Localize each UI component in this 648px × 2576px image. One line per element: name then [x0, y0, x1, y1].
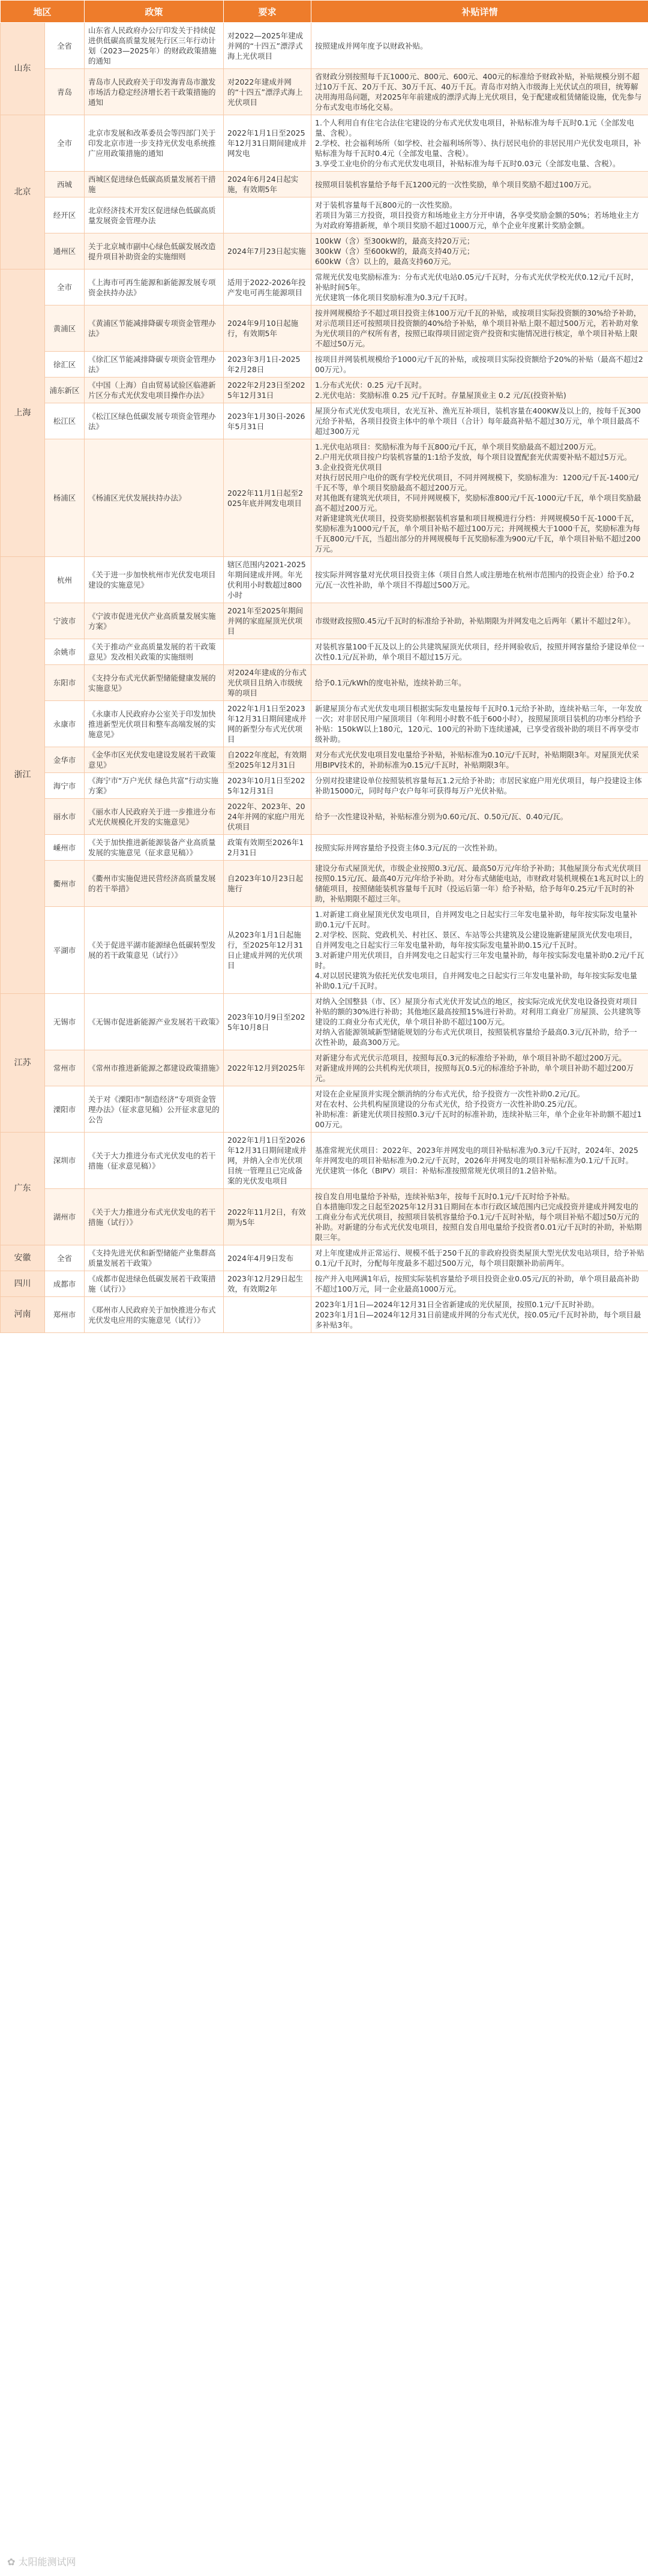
- table-row: [1, 69, 648, 115]
- subsidy-detail-line: 按项目并网装机规模给予1000元/千瓦的补贴，或按项目实际投资额给予20%的补贴（最高不超过200万元）。: [315, 355, 643, 374]
- subsidy-detail-line: 对纳入全国整县（市、区）屋顶分布式光伏开发试点的地区，按实际完成光伏发电设备投资对项目补贴的额的30%进行补助；其他地区最高按照15%进行补助。对利用工商业厂房屋顶、公共建筑等建设的工商业分布式光伏，单个项目补助不超过100万元。: [315, 997, 641, 1026]
- subsidy-detail-line: 建设分布式屋顶光伏，市级企业按照0.3元/瓦、最高50万元/年给予补助；其他屋顶分布式光伏项目按照0.15元/瓦、最高40万元/年给予补助。对分布式储能电站，市财政对装机规模在1兆瓦时以上的储能项目，按照储能装机容量每千瓦时（投运后第一年）给予补贴，给予每年0.25元/千瓦时的补助，补贴期限不超过三年。: [315, 864, 644, 903]
- region-cell: 上海: [1, 269, 45, 557]
- city-cell: 溧阳市: [45, 1086, 85, 1133]
- subsidy-detail-line: 常规光伏发电奖励标准为：分布式光伏电站0.05元/千瓦时，分布式光伏学校光伏0.12元/千瓦时，补贴时间5年。: [315, 272, 639, 292]
- city-cell: 杨浦区: [45, 439, 85, 557]
- table-row: [1, 403, 648, 439]
- subsidy-detail-line: 对新建成并网的公共机构光伏项目，按照每瓦0.5元的标准给予补助，单个项目补助不超过200万元。: [315, 1064, 634, 1083]
- subsidy-detail-line: 省财政分别按照每千瓦1000元、800元、600元、400元的标准给予财政补贴，补贴规模分别不超过10万千瓦、20万千瓦、30万千瓦、40万千瓦。青岛市对纳入市级海上光伏试点的项目，统筹解决用海用岛问题，对2025年年前建成的漂浮式海上光伏项目，免于配建或租赁储能设施，优先参与分布式发电市场化交易。: [315, 72, 642, 112]
- subsidy-detail-cell: [311, 1271, 648, 1297]
- requirement-cell: 对2022年建成并网的“十四五”漂浮式海上光伏项目: [224, 69, 311, 115]
- policy-cell: 《郑州市人民政府关于加快推进分布式光伏发电应用的实施意见（试行）》: [85, 1297, 224, 1333]
- requirement-cell: 2022年、2023年、2024年并网的家庭户用光伏项目: [224, 799, 311, 835]
- subsidy-detail-cell: [311, 799, 648, 835]
- subsidy-detail-line: 基准常规光伏项目：2022年、2023年并网发电的项目补贴标准为0.3元/千瓦时，2024年、2025年并网发电的项目补贴标准为0.2元/千瓦时，2026年并网发电的项目补贴标准为0.1元/千瓦时。: [315, 1146, 638, 1165]
- table-row: [1, 352, 648, 378]
- subsidy-detail-line: 300kW（含）至600kW的，最高支持40万元；: [315, 247, 475, 256]
- table-row: [1, 747, 648, 773]
- subsidy-detail-line: 按实际并网容量对光伏项目投资主体（项目自然人或注册地在杭州市范围内的投资企业）给予0.2元/瓦一次性补助，单个项目不得超过500万元。: [315, 570, 635, 589]
- policy-cell: 《关于促进平湖市能源绿色低碳转型发展的若干政策意见（试行）》: [85, 907, 224, 994]
- city-cell: 成都市: [45, 1271, 85, 1297]
- subsidy-detail-line: 4.对以居民建筑为依托光伏发电项目，自并网发电之日起实行三年发电量补助，每年按实际发电量补助0.1元/千瓦时。: [315, 971, 637, 990]
- subsidy-detail-line: 2023年1月1日—2024年12月31日前建成并网的分布式光伏，按0.05元/千瓦时补助，每个项目最多补贴3年。: [315, 1310, 641, 1329]
- requirement-cell: 自2023年10月23日起施行: [224, 861, 311, 907]
- city-cell: 金华市: [45, 747, 85, 773]
- requirement-cell: 2023年10月1日至2025年12月31日: [224, 773, 311, 799]
- subsidy-detail-line: 对其他既有建筑光伏项目，不同并网规模下，奖励标准800元/千瓦-1000元/千瓦，单个项目奖励最高不超过200万元。: [315, 493, 641, 513]
- subsidy-detail-line: 按照实际并网容量给予投资主体0.3元/瓦的一次性补助。: [315, 843, 502, 852]
- table-row: [1, 1086, 648, 1133]
- subsidy-detail-line: 1.个人利用自有住宅合法住宅建设的分布式光伏发电项目，补贴标准为每千瓦时0.1元（全部发电量、含税）。: [315, 118, 634, 137]
- subsidy-detail-line: 按自发自用电量给予补贴，连续补贴3年，按每千瓦时0.1元/千瓦时给予补贴。: [315, 1192, 575, 1201]
- requirement-cell: 2024年6月24日起实施，有效期5年: [224, 172, 311, 197]
- requirement-cell: 辖区范围内2021-2025年期间建成并网。年光伏利用小时数超过800小时: [224, 557, 311, 603]
- table-row: [1, 799, 648, 835]
- region-cell: 北京: [1, 115, 45, 269]
- table-row: [1, 1050, 648, 1086]
- subsidy-detail-line: 2.户用光伏项目按户均装机容量的1:1给予发放，每个项目设置配套光伏需要补贴不超过5万元。: [315, 453, 632, 462]
- table-row: [1, 665, 648, 701]
- subsidy-detail-cell: [311, 439, 648, 557]
- policy-cell: 《松江区绿色低碳发展专项资金管理办法》: [85, 403, 224, 439]
- city-cell: 余姚市: [45, 639, 85, 665]
- subsidy-detail-cell: [311, 69, 648, 115]
- city-cell: 杭州: [45, 557, 85, 603]
- region-cell: 安徽: [1, 1245, 45, 1271]
- policy-cell: 《金华市区光伏发电建设发展若干政策意见》: [85, 747, 224, 773]
- subsidy-detail-cell: [311, 1086, 648, 1133]
- subsidy-detail-cell: [311, 115, 648, 172]
- header-policy: 政策: [85, 1, 224, 23]
- subsidy-detail-cell: [311, 1050, 648, 1086]
- subsidy-detail-cell: [311, 23, 648, 69]
- table-row: [1, 1271, 648, 1297]
- subsidy-detail-line: 2.对学校、医院、党政机关、村社区、景区、车站等公共建筑及公建设施新建屋顶光伏发电项目，自并网发电之日起实行三年发电量补助，每年按实际发电量补助0.15元/千瓦时。: [315, 930, 637, 949]
- requirement-cell: 2022年11月1日起至2025年底并网发电项目: [224, 439, 311, 557]
- policy-cell: 《黄浦区节能减排降碳专项资金管理办法》: [85, 305, 224, 352]
- requirement-cell: 适用于2022-2026年投产发电可再生能源项目: [224, 269, 311, 305]
- subsidy-detail-cell: [311, 1297, 648, 1333]
- subsidy-detail-line: 2023年1月1日—2024年12月31日全省新建成的光伏屋顶，按照0.1元/千瓦时补助。: [315, 1300, 599, 1309]
- watermark: ✿ 太阳能测试网: [7, 2556, 76, 2568]
- requirement-cell: 2022年11月2日，有效期为5年: [224, 1189, 311, 1245]
- table-row: [1, 269, 648, 305]
- city-cell: 青岛: [45, 69, 85, 115]
- subsidy-detail-line: 给予0.1元/kWh的度电补贴，连续补助三年。: [315, 678, 466, 687]
- policy-cell: 《徐汇区节能减排降碳专项资金管理办法》: [85, 352, 224, 378]
- policy-cell: 《衢州市实施促进民营经济高质量发展的若干举措》: [85, 861, 224, 907]
- city-cell: 衢州市: [45, 861, 85, 907]
- subsidy-detail-cell: [311, 1133, 648, 1189]
- table-row: [1, 172, 648, 197]
- subsidy-detail-line: 分别对投建建设单位按照装机容量每瓦1.2元给予补助；市居民家庭户用光伏项目，每户投建设主体补助15000元，同时每户农户每年可获得每万户光伏补贴。: [315, 776, 642, 795]
- policy-cell: 山东省人民政府办公厅印发关于持续促进供低碳高质量发展先行区三年行动计划（2023—2025年）的财政政策措施的通知: [85, 23, 224, 69]
- city-cell: 平湖市: [45, 907, 85, 994]
- city-cell: 湖州市: [45, 1189, 85, 1245]
- table-row: [1, 1297, 648, 1333]
- policy-cell: 《杨浦区光伏发展扶持办法》: [85, 439, 224, 557]
- city-cell: 郑州市: [45, 1297, 85, 1333]
- requirement-cell: 2022年1月1日至2026年12月31日期间建成并网，并纳入全市光伏项目统一管理且已完成备案的光伏发电项目: [224, 1133, 311, 1189]
- subsidy-detail-cell: [311, 403, 648, 439]
- subsidy-detail-cell: [311, 378, 648, 403]
- subsidy-detail-line: 3.享受工业电价的分布式光伏发电项目，补贴标准为每千瓦时0.03元（全部发电量、含税）。: [315, 159, 620, 168]
- policy-cell: 《海宁市“万户光伏 绿色共富”行动实施方案》: [85, 773, 224, 799]
- table-row: [1, 1133, 648, 1189]
- subsidy-detail-line: 100kW（含）至300kW的，最高支持20万元；: [315, 236, 475, 245]
- table-row: [1, 603, 648, 639]
- policy-cell: 《关于大力推进分布式光伏发电的若干措施（征求意见稿）》: [85, 1133, 224, 1189]
- subsidy-detail-cell: [311, 603, 648, 639]
- header-region: 地区: [1, 1, 85, 23]
- policy-cell: 青岛市人民政府关于印发海青岛市激发市场活力稳定经济增长若干政策措施的通知: [85, 69, 224, 115]
- city-cell: 常州市: [45, 1050, 85, 1086]
- subsidy-detail-line: 对新建建筑光伏项目，投资奖励根据装机容量和项目规模进行分档：并网规模50千瓦-1000千瓦，奖励标准为1000元/千瓦，单个项目补贴不超过100万元；并网规模大于1000千瓦，奖励标准为每千瓦800元/千瓦，当超出部分的并网规模每千瓦奖励标准为900元/千瓦，单个项目补贴不超过200万元。: [315, 514, 641, 553]
- subsidy-detail-line: 按照建成并网年度予以财政补贴。: [315, 41, 428, 50]
- table-body: [1, 23, 648, 1333]
- table-row: [1, 23, 648, 69]
- policy-cell: 《宁波市促进光伏产业高质量发展实施方案》: [85, 603, 224, 639]
- subsidy-detail-cell: [311, 747, 648, 773]
- requirement-cell: [224, 639, 311, 665]
- table-row: [1, 1189, 648, 1245]
- requirement-cell: [224, 1086, 311, 1133]
- subsidy-detail-line: 给予一次性建设补贴，补贴标准分别为0.60元/瓦、0.50元/瓦、0.40元/瓦。: [315, 812, 568, 821]
- table-row: [1, 994, 648, 1050]
- city-cell: 松江区: [45, 403, 85, 439]
- city-cell: 黄浦区: [45, 305, 85, 352]
- requirement-cell: 从2023年1月1日起施行，至2025年12月31日止建成并网的光伏项目: [224, 907, 311, 994]
- city-cell: 永康市: [45, 701, 85, 747]
- requirement-cell: 政策有效期至2026年12月31日: [224, 835, 311, 861]
- subsidy-detail-cell: [311, 665, 648, 701]
- subsidy-detail-cell: [311, 352, 648, 378]
- subsidy-detail-line: 光伏建筑一体化项目奖励标准为0.3元/千瓦时。: [315, 293, 472, 302]
- requirement-cell: 2023年10月9日至2025年10月8日: [224, 994, 311, 1050]
- city-cell: 东阳市: [45, 665, 85, 701]
- policy-cell: 《中国（上海）自由贸易试验区临港新片区分布式光伏发电项目操作办法》: [85, 378, 224, 403]
- city-cell: 西城: [45, 172, 85, 197]
- subsidy-detail-cell: [311, 1189, 648, 1245]
- subsidy-detail-line: 对装机容量100千瓦及以上的公共建筑屋顶光伏项目，经并网验收后，按照并网容量给予建设单位一次性0.1元/瓦补助，单个项目不超过15万元。: [315, 642, 644, 661]
- policy-cell: 《上海市可再生能源和新能源发展专项资金扶持办法》: [85, 269, 224, 305]
- subsidy-detail-line: 3.企业投资光伏项目: [315, 463, 382, 472]
- subsidy-detail-line: 2.光伏电站：奖励标准 0.25 元/千瓦时。存量屋顶业主 0.2 元/瓦(投资补贴): [315, 391, 566, 400]
- requirement-cell: 自2022年度起，有效期至2025年12月31日: [224, 747, 311, 773]
- subsidy-detail-cell: [311, 639, 648, 665]
- policy-cell: 关于对《溧阳市“制造经济”专项资金管理办法》（征求意见稿）公开征求意见的公告: [85, 1086, 224, 1133]
- policy-cell: 《关于加快推进新能源装备产业高质量发展的实施意见（征求意见稿）》: [85, 835, 224, 861]
- subsidy-detail-line: 按产并入电网满1年后，按照实际装机容量给予项目投资企业0.05元/瓦的补助，单个项目最高补助不超过100万元，同一企业最高1000万元。: [315, 1274, 640, 1293]
- city-cell: 深圳市: [45, 1133, 85, 1189]
- table-row: [1, 233, 648, 269]
- policy-cell: 《关于进一步加快杭州市光伏发电项目建设的实施意见》: [85, 557, 224, 603]
- policy-cell: 《常州市推进新能源之都建设政策措施》: [85, 1050, 224, 1086]
- subsidy-detail-cell: [311, 557, 648, 603]
- city-cell: 全省: [45, 23, 85, 69]
- policy-cell: 《永康市人民政府办公室关于印发加快推进新型光伏项目和整车高端发展的实施意见》: [85, 701, 224, 747]
- requirement-cell: 2021年至2025年期间并网的家庭屋顶光伏项目: [224, 603, 311, 639]
- table-row: [1, 701, 648, 747]
- subsidy-detail-line: 市级财政按照0.45元/千瓦时的标准给予补助，补贴期限为并网发电之后两年（累计不超过2年）。: [315, 616, 635, 625]
- city-cell: 全省: [45, 1245, 85, 1271]
- subsidy-detail-cell: [311, 861, 648, 907]
- table-row: [1, 1245, 648, 1271]
- subsidy-detail-line: 若项目为第三方投资，项目投资方和场地业主方分开申请，各享受奖励金额的50%；若场地业主方为对政府筹措新规，单个项目奖励不超过1000万元，单个企业年度累计奖励金额。: [315, 211, 640, 230]
- policy-cell: 北京市发展和改革委员会等四部门关于印发北京市进一步支持光伏发电系统推广应用政策措施的通知: [85, 115, 224, 172]
- policy-cell: 《成都市促进绿色低碳发展若干政策措施（试行）》: [85, 1271, 224, 1297]
- policy-cell: 《关于大力推进分布式光伏发电的若干措施（试行）》: [85, 1189, 224, 1245]
- policy-cell: 西城区促进绿色低碳高质量发展若干措施: [85, 172, 224, 197]
- subsidy-detail-line: 1.分布式光伏：0.25 元/千瓦时。: [315, 381, 427, 390]
- subsidy-detail-line: 对上年度建成并正常运行、规模不低于250千瓦的非政府投资类屋顶大型光伏发电站项目，给予补贴0.1元/千瓦时，分配每年度最多不超过500万元，每个项目限额补助前两年。: [315, 1248, 644, 1268]
- requirement-cell: [224, 1297, 311, 1333]
- city-cell: 丽水市: [45, 799, 85, 835]
- subsidy-detail-line: 1.光伏电站项目：奖励标准为每千瓦800元/千瓦，单个项目奖励最高不超过200万元。: [315, 442, 601, 451]
- subsidy-detail-cell: [311, 197, 648, 233]
- subsidy-detail-line: 自本措施印发之日起至2025年12月31日期间在本市行政区域范围内已完成投资并建成并网发电的工商业分布式光伏项目，按照项目装机容量给予0.1元/千瓦时补贴，每个项目补贴不超过50万元的补助。对新建的分布式光伏发电项目，按照自发自用电量给予投资者0.01元/千瓦时的补助，补贴期限三年。: [315, 1202, 642, 1242]
- subsidy-detail-line: 1.对新建工商业屋顶光伏发电项目，自并网发电之日起实行三年发电量补助，每年按实际发电量补助0.1元/千瓦时。: [315, 910, 637, 929]
- region-cell: 江苏: [1, 994, 45, 1133]
- subsidy-detail-line: 补助标准：新建光伏项目按照0.3元/千瓦时的标准补助，连续补贴三年，单个企业年补助额不超过100万元。: [315, 1110, 642, 1129]
- table-header-row: [1, 1, 648, 23]
- policy-cell: 《支持分布式光伏新型储能健康发展的实施意见》: [85, 665, 224, 701]
- table-row: [1, 115, 648, 172]
- subsidy-detail-cell: [311, 907, 648, 994]
- city-cell: 通州区: [45, 233, 85, 269]
- subsidy-detail-line: 光伏建筑一体化（BIPV）项目：补贴标准按照常规光伏项目的1.2倍补贴。: [315, 1166, 562, 1175]
- requirement-cell: 对2024年建成的分布式光伏项目且纳入市级统筹的项目: [224, 665, 311, 701]
- table-row: [1, 557, 648, 603]
- subsidy-detail-cell: [311, 1245, 648, 1271]
- city-cell: 无锡市: [45, 994, 85, 1050]
- subsidy-detail-line: 对执行居民用户电价的既有学校光伏项目，不同并网规模下，奖励标准为：1200元/千瓦-1400元/千瓦不等，单个项目奖励最高不超过200万元。: [315, 473, 639, 492]
- subsidy-detail-line: 对设在企业屋顶并实现全额消纳的分布式光伏，给予投资方一次性补助0.2元/瓦。: [315, 1089, 585, 1098]
- requirement-cell: 2023年3月1日-2025年2月28日: [224, 352, 311, 378]
- subsidy-detail-cell: [311, 172, 648, 197]
- requirement-cell: 2022年1月1日至2025年12月31日期间建成并网发电: [224, 115, 311, 172]
- table-row: [1, 861, 648, 907]
- subsidy-detail-cell: [311, 835, 648, 861]
- region-cell: 四川: [1, 1271, 45, 1297]
- subsidy-detail-cell: [311, 269, 648, 305]
- policy-cell: 《丽水市人民政府关于进一步推进分布式光伏规模化开发的实施意见》: [85, 799, 224, 835]
- city-cell: 浦东新区: [45, 378, 85, 403]
- city-cell: 徐汇区: [45, 352, 85, 378]
- region-cell: 浙江: [1, 557, 45, 994]
- city-cell: 经开区: [45, 197, 85, 233]
- requirement-cell: 2024年4月9日发布: [224, 1245, 311, 1271]
- header-requirement: 要求: [224, 1, 311, 23]
- subsidy-detail-cell: [311, 233, 648, 269]
- policy-cell: 关于北京城市副中心绿色低碳发展改造提升项目补助资金的实施细则: [85, 233, 224, 269]
- policy-cell: 《关于推动产业高质量发展的若干政策意见》发改相关政策的实施细则: [85, 639, 224, 665]
- table-row: [1, 639, 648, 665]
- subsidy-detail-line: 对于装机容量每千瓦800元的一次性奖励。: [315, 200, 457, 209]
- table-row: [1, 305, 648, 352]
- requirement-cell: [224, 197, 311, 233]
- subsidy-detail-line: 3.对新建户用光伏项目，自并网发电之日起实行三年发电量补助，每年按实际发电量补助0.2元/千瓦时。: [315, 951, 644, 970]
- requirement-cell: 2024年7月23日起实施: [224, 233, 311, 269]
- requirement-cell: 2024年9月10日起施行，有效期5年: [224, 305, 311, 352]
- subsidy-detail-line: 对纳入省能源领域新型储能规划的分布式光伏项目，按照装机容量给予最高0.3元/瓦补助，给予一次性补助，最高300万元。: [315, 1028, 637, 1047]
- header-subsidy: 补贴详情: [311, 1, 648, 23]
- table-row: [1, 439, 648, 557]
- subsidy-detail-line: 新建屋顶分布式光伏发电项目根据实际发电量按每千瓦时0.1元给予补助，连续补贴三年，一年发放一次；对非居民用户屋顶项目（年利用小时数不低于600小时），按照屋顶项目装机的功率分档给予补贴：150kW以上180元，120元、100元的补助下连续递减，已享受省级补助的项目不再享受市级补助。: [315, 704, 642, 744]
- region-cell: 山东: [1, 23, 45, 115]
- subsidy-detail-line: 屋顶分布式光伏发电项目，农光互补、渔光互补项目，装机容量在400KW及以上的，按每千瓦300元给予补贴，各项目投资主体中的单个项目（合计）每年最高补贴不超过30万元，单个项目最高不超过300万元: [315, 406, 641, 436]
- requirement-cell: 2022年12月到2025年: [224, 1050, 311, 1086]
- subsidy-detail-cell: [311, 701, 648, 747]
- table-row: [1, 197, 648, 233]
- city-cell: 宁波市: [45, 603, 85, 639]
- subsidy-detail-line: 对在农村、公共机构屋顶建设的分布式光伏，给予投资方一次性补助0.25元/瓦。: [315, 1100, 582, 1109]
- subsidy-detail-line: 2.学校、社会福利场所（如学校、社会福利场所等）、执行居民电价的非居民用户光伏发电项目，补贴标准为每千瓦时0.4元（全部发电量、含税）。: [315, 139, 641, 158]
- city-cell: 嵊州市: [45, 835, 85, 861]
- requirement-cell: 对2022—2025年建成并网的“十四五”漂浮式海上光伏项目: [224, 23, 311, 69]
- requirement-cell: 2023年12月29日起生效，有效期2年: [224, 1271, 311, 1297]
- region-cell: 广东: [1, 1133, 45, 1245]
- subsidy-detail-line: 按并网规模给予不超过项目投资主体100万元/千瓦的补贴，或按项目实际投资额的30%给予补助，对示范项目还可按照项目投资额的40%给予补贴，单个项目补贴上限不超过500万元，若补助对象为光伏项目的产权所有者，按照已取得项目固定资产投资和实施情况进行核定，单个项目补贴上限不超过50万元。: [315, 308, 641, 348]
- subsidy-detail-line: 按照项目装机容量给予每千瓦1200元的一次性奖励，单个项目奖励不超过100万元。: [315, 179, 596, 189]
- policy-cell: 《无锡市促进新能源产业发展若干政策》: [85, 994, 224, 1050]
- table-row: [1, 378, 648, 403]
- requirement-cell: 2023年1月30日-2026年5月31日: [224, 403, 311, 439]
- subsidy-detail-line: 600kW（含）以上的，最高支持60万元。: [315, 257, 456, 266]
- region-cell: 河南: [1, 1297, 45, 1333]
- policy-cell: 北京经济技术开发区促进绿色低碳高质量发展资金管理办法: [85, 197, 224, 233]
- requirement-cell: 2022年1月1日至2023年12月31日期间建成并网的新型分布式光伏项目: [224, 701, 311, 747]
- subsidy-detail-line: 对新建分布式光伏示范项目，按照每瓦0.3元的标准给予补助，单个项目补助不超过200万元。: [315, 1053, 626, 1062]
- city-cell: 全市: [45, 269, 85, 305]
- policy-cell: 《支持先进光伏和新型储能产业集群高质量发展若干政策》: [85, 1245, 224, 1271]
- city-cell: 海宁市: [45, 773, 85, 799]
- table-row: [1, 835, 648, 861]
- subsidy-detail-line: 对分布式光伏发电项目发电量给予补贴，补贴标准为0.10元/千瓦时，补贴期限3年。对屋顶光伏采用BIPV技术的，补助标准为0.15元/千瓦时，补贴期限3年。: [315, 750, 640, 769]
- requirement-cell: 2022年2月23日至2025年12月31日: [224, 378, 311, 403]
- table-row: [1, 773, 648, 799]
- table-row: [1, 907, 648, 994]
- subsidy-detail-cell: [311, 773, 648, 799]
- subsidy-detail-cell: [311, 994, 648, 1050]
- subsidy-detail-cell: [311, 305, 648, 352]
- city-cell: 全市: [45, 115, 85, 172]
